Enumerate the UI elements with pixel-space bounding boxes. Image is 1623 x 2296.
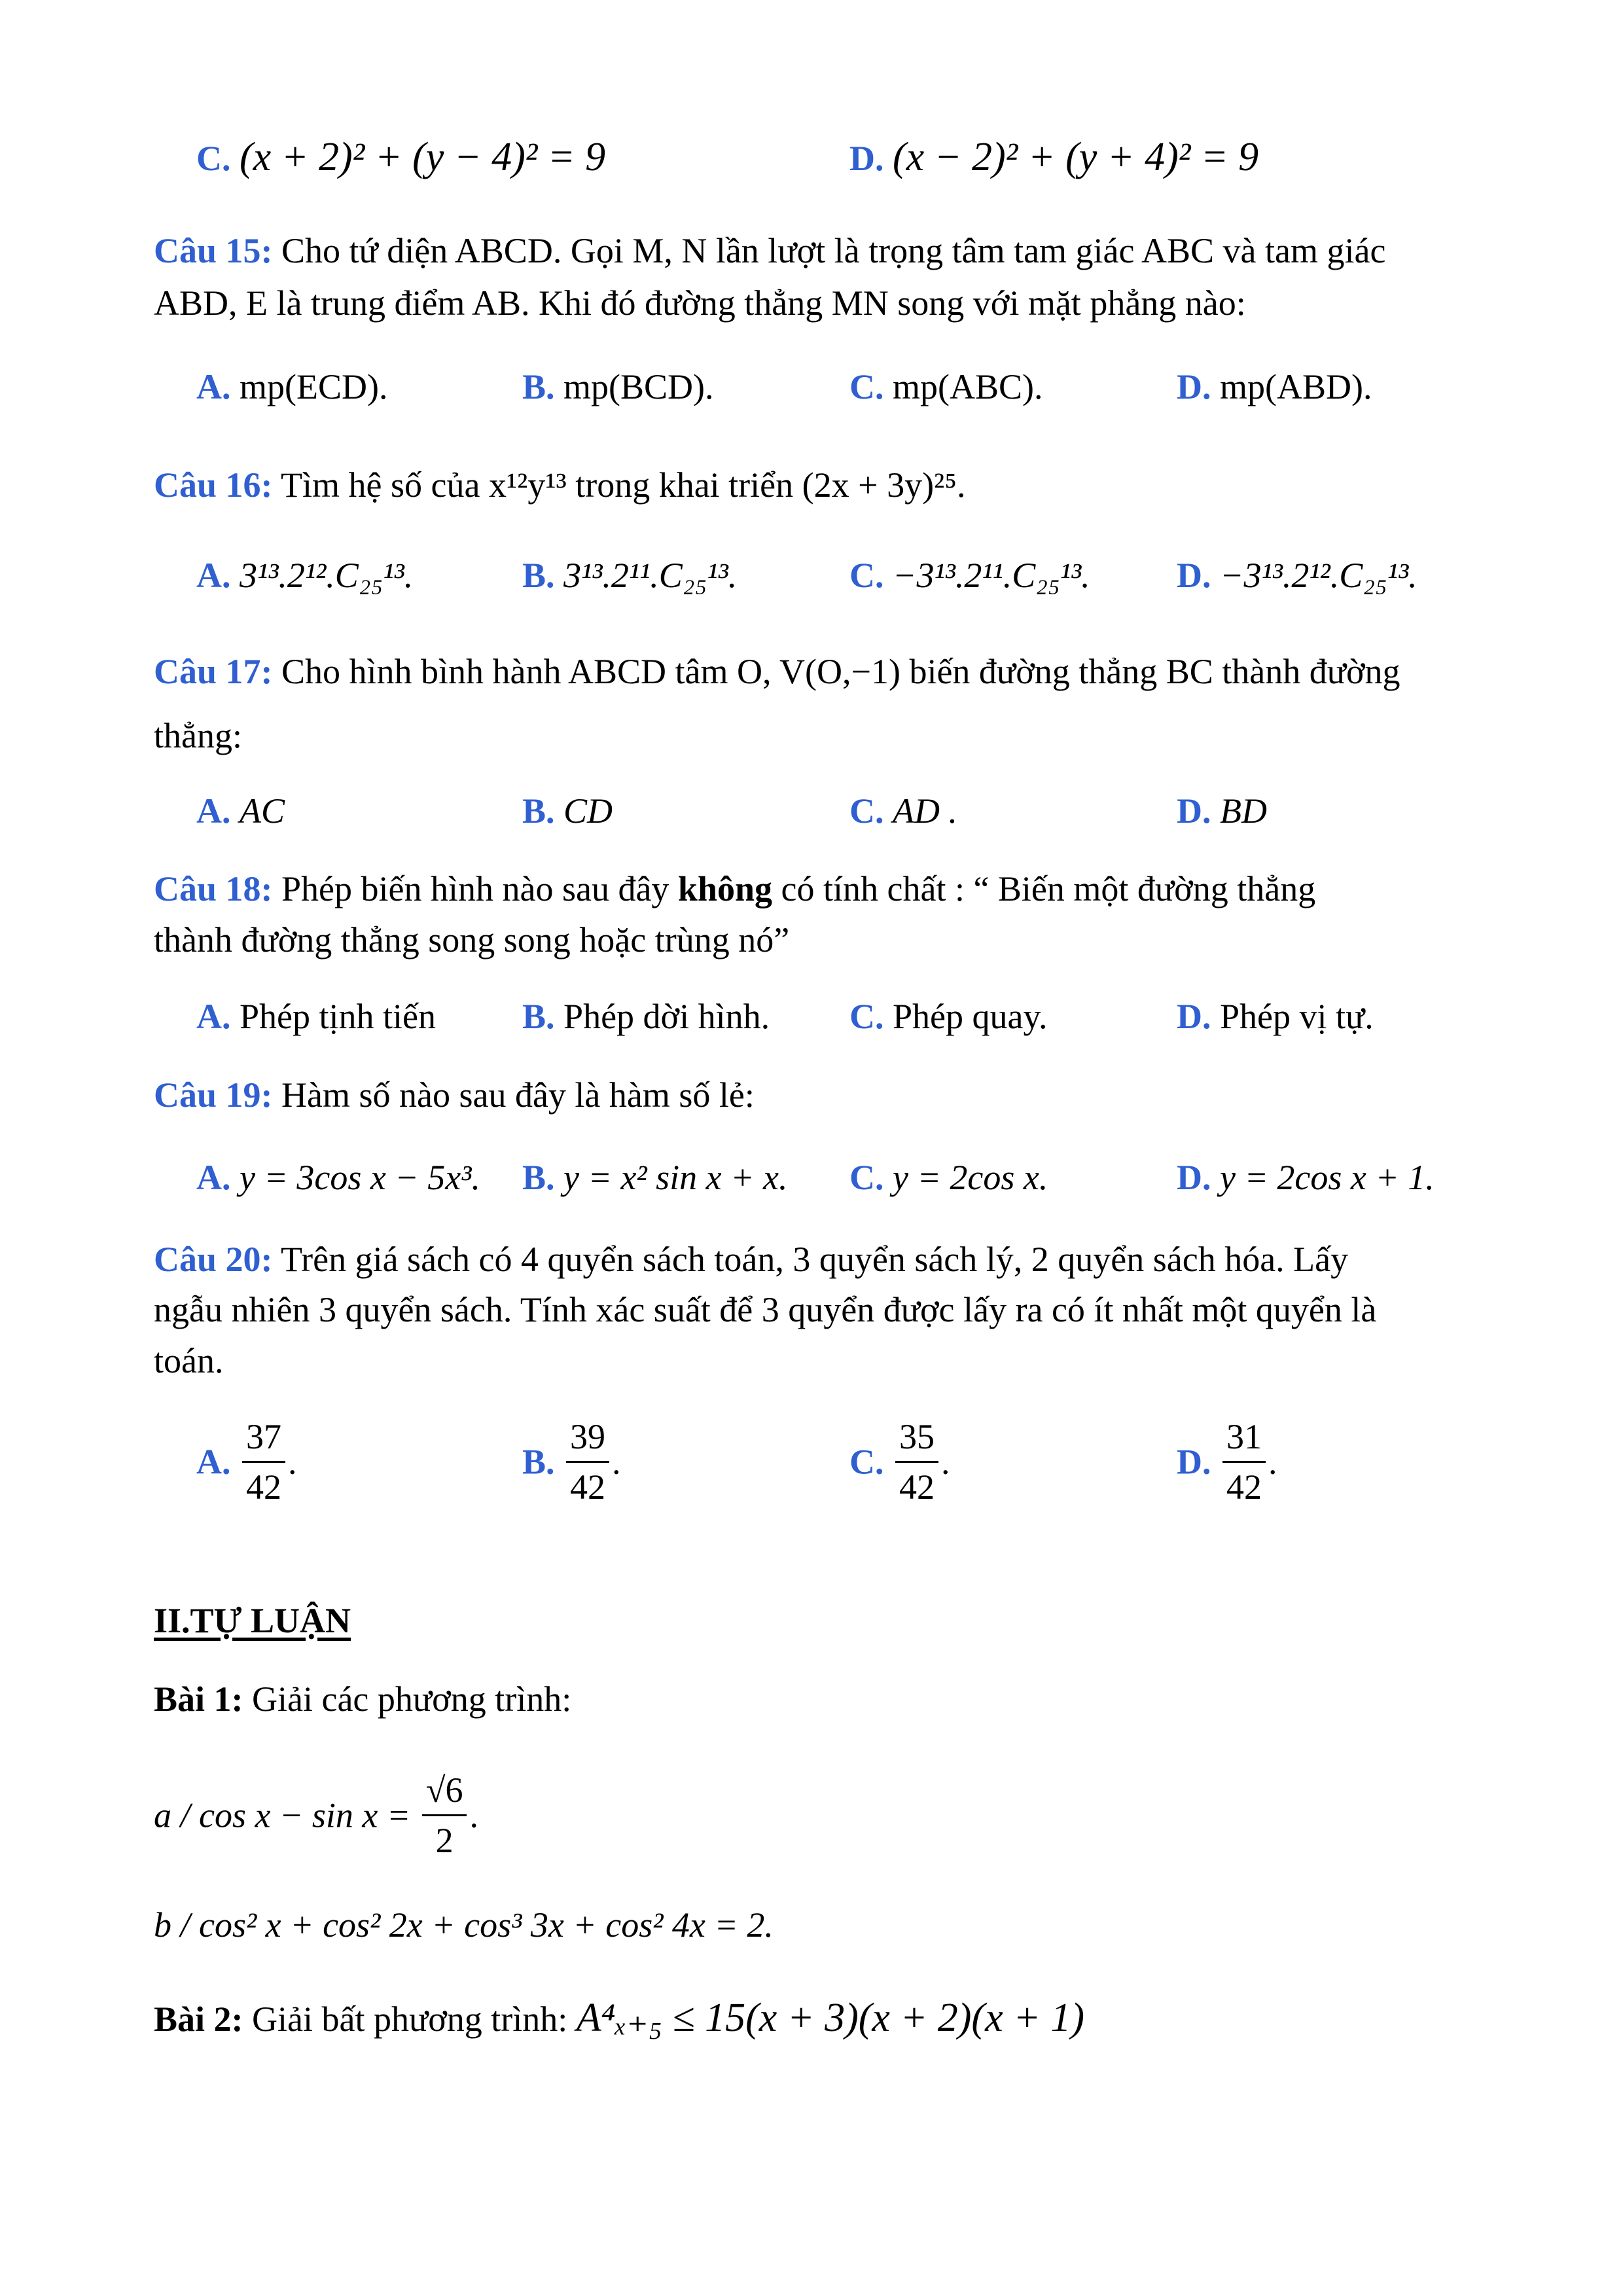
q15-option-c-text: mp(ABC). xyxy=(893,367,1043,406)
q19-option-d-text: y = 2cos x + 1. xyxy=(1220,1158,1435,1197)
q14-option-c-text: (x + 2)² + (y − 4)² = 9 xyxy=(240,135,606,179)
q18-option-a xyxy=(196,996,436,1037)
q20-option-d: D. $\frac{31}{42}$ . xyxy=(1177,1414,1277,1510)
q15-option-c-label: C. xyxy=(849,367,884,406)
q18-text-c: có tính chất : “ Biến một đường thẳng xyxy=(781,869,1316,908)
bai2-line xyxy=(154,1993,1084,2041)
q16-line xyxy=(154,465,966,505)
q19-option-d xyxy=(1177,1157,1435,1198)
q15-option-c xyxy=(849,367,1043,407)
q17-option-b-label: B. xyxy=(522,791,555,831)
bai1-a-fraction xyxy=(422,1767,467,1863)
q18-option-c-label: C. xyxy=(849,997,884,1036)
q19-option-b xyxy=(522,1157,788,1198)
q15-option-b xyxy=(522,367,714,407)
q18-text-bold: không xyxy=(677,869,773,908)
q18-option-b xyxy=(522,996,770,1037)
q15-option-b-label: B. xyxy=(522,367,555,406)
q18-line1 xyxy=(154,869,1315,909)
q18-option-a-label: A. xyxy=(196,997,231,1036)
q15-option-b-text: mp(BCD). xyxy=(563,367,714,406)
q15-option-d-label: D. xyxy=(1177,367,1211,406)
q18-option-c xyxy=(849,996,1047,1037)
q20-line2: ngẫu nhiên 3 quyển sách. Tính xác suất để 3 quyển được lấy ra có ít nhất một quyển là xyxy=(154,1290,1377,1329)
q17-option-d-text: BD xyxy=(1220,791,1267,831)
q19-text: Hàm số nào sau đây là hàm số lẻ: xyxy=(281,1075,755,1115)
q20-option-c-denominator: 42 xyxy=(899,1467,935,1507)
q18-line2: thành đường thẳng song song hoặc trùng nó” xyxy=(154,920,790,960)
q20-option-a-denominator: 42 xyxy=(246,1467,281,1507)
q15-line1 xyxy=(154,230,1385,271)
q17-option-d xyxy=(1177,791,1267,831)
q20-text-line1: Trên giá sách có 4 quyển sách toán, 3 quyển sách lý, 2 quyển sách hóa. Lấy xyxy=(281,1240,1349,1279)
q16-option-b-label: B. xyxy=(522,556,555,595)
q20-option-b: B. $\frac{39}{42}$ . xyxy=(522,1414,621,1510)
section-title: II.TỰ LUẬN xyxy=(154,1601,351,1640)
q20-option-d-fraction xyxy=(1222,1414,1266,1510)
q20-option-c-fraction xyxy=(895,1414,938,1510)
q17-label: Câu 17: xyxy=(154,652,273,691)
q20-option-b-fraction xyxy=(566,1414,609,1510)
bai1-label: Bài 1: xyxy=(154,1679,243,1719)
q20-option-d-label: D. xyxy=(1177,1442,1211,1482)
q20-label: Câu 20: xyxy=(154,1240,273,1279)
q18-option-a-text: Phép tịnh tiến xyxy=(240,997,436,1036)
q20-option-b-numerator: 39 xyxy=(566,1414,609,1463)
q18-label: Câu 18: xyxy=(154,869,273,908)
q16-option-d-label: D. xyxy=(1177,556,1211,595)
q14-option-d xyxy=(849,134,1258,181)
q20-option-c-numerator: 35 xyxy=(895,1414,938,1463)
q14-option-c xyxy=(196,134,605,181)
q20-option-c: C. $\frac{35}{42}$ . xyxy=(849,1414,950,1510)
q14-option-d-text: (x − 2)² + (y + 4)² = 9 xyxy=(893,135,1259,179)
q19-option-a-label: A. xyxy=(196,1158,231,1197)
q17-option-a-text: AC xyxy=(240,791,285,831)
q19-option-a xyxy=(196,1157,480,1198)
q20-option-c-label: C. xyxy=(849,1442,884,1482)
q19-option-c-label: C. xyxy=(849,1158,884,1197)
q18-option-b-label: B. xyxy=(522,997,555,1036)
q19-option-c xyxy=(849,1157,1048,1198)
q19-option-d-label: D. xyxy=(1177,1158,1211,1197)
q17-option-a-label: A. xyxy=(196,791,231,831)
q16-text: Tìm hệ số của x¹²y¹³ trong khai triển (2x + 3y)²⁵. xyxy=(281,465,966,505)
q20-option-a-label: A. xyxy=(196,1442,231,1482)
q18-option-d-label: D. xyxy=(1177,997,1211,1036)
q15-option-d xyxy=(1177,367,1372,407)
q16-option-a xyxy=(196,555,413,596)
q16-label: Câu 16: xyxy=(154,465,273,505)
q20-option-d-numerator: 31 xyxy=(1222,1414,1266,1463)
q19-label: Câu 19: xyxy=(154,1075,273,1115)
q17-line2: thẳng: xyxy=(154,716,242,755)
bai1-a-denominator: 2 xyxy=(435,1821,454,1860)
bai2-text: Giải bất phương trình: xyxy=(252,2000,568,2039)
q19-option-c-text: y = 2cos x. xyxy=(893,1158,1048,1197)
q15-line2: ABD, E là trung điểm AB. Khi đó đường thẳng MN song với mặt phẳng nào: xyxy=(154,283,1246,323)
q17-text-line1: Cho hình bình hành ABCD tâm O, V(O,−1) biến đường thẳng BC thành đường xyxy=(281,652,1400,691)
q16-option-a-label: A. xyxy=(196,556,231,595)
q14-option-c-label: C. xyxy=(196,139,231,178)
bai1-a-prefix: a / cos x − sin x = xyxy=(154,1795,411,1835)
q17-option-b xyxy=(522,791,613,831)
q16-option-d xyxy=(1177,555,1418,596)
q16-option-b xyxy=(522,555,737,596)
q16-option-c-label: C. xyxy=(849,556,884,595)
bai1-part-a: a / cos x − sin x = $\frac{√6}{2}$ . xyxy=(154,1767,478,1863)
q20-option-b-label: B. xyxy=(522,1442,555,1482)
q18-option-c-text: Phép quay. xyxy=(893,997,1048,1036)
q17-option-c xyxy=(849,791,957,831)
q20-line3: toán. xyxy=(154,1341,224,1380)
q15-option-a-label: A. xyxy=(196,367,231,406)
q18-option-d-text: Phép vị tự. xyxy=(1220,997,1374,1036)
q14-option-d-label: D. xyxy=(849,139,884,178)
q17-option-c-text: AD . xyxy=(893,791,957,831)
q15-option-a xyxy=(196,367,387,407)
q16-option-b-text: 3¹³.2¹¹.C₂₅¹³. xyxy=(563,556,738,595)
q17-option-b-text: CD xyxy=(563,791,613,831)
q19-option-b-text: y = x² sin x + x. xyxy=(563,1158,788,1197)
q18-option-b-text: Phép dời hình. xyxy=(563,997,770,1036)
q15-label: Câu 15: xyxy=(154,231,273,270)
q17-option-a xyxy=(196,791,285,831)
q20-option-b-denominator: 42 xyxy=(570,1467,606,1507)
q17-option-c-label: C. xyxy=(849,791,884,831)
q19-line xyxy=(154,1075,755,1115)
q17-option-d-label: D. xyxy=(1177,791,1211,831)
q19-option-a-text: y = 3cos x − 5x³. xyxy=(240,1158,480,1197)
q16-option-d-text: −3¹³.2¹².C₂₅¹³. xyxy=(1220,556,1418,595)
q15-text-line1: Cho tứ diện ABCD. Gọi M, N lần lượt là trọng tâm tam giác ABC và tam giác xyxy=(281,231,1386,270)
q16-option-c-text: −3¹³.2¹¹.C₂₅¹³. xyxy=(893,556,1090,595)
bai1-a-numerator: √6 xyxy=(422,1767,467,1816)
q18-option-d xyxy=(1177,996,1374,1037)
q20-line1 xyxy=(154,1239,1348,1280)
q15-option-a-text: mp(ECD). xyxy=(240,367,388,406)
bai1-line xyxy=(154,1679,571,1719)
q19-option-b-label: B. xyxy=(522,1158,555,1197)
bai2-expression: A⁴ₓ₊₅ ≤ 15(x + 3)(x + 2)(x + 1) xyxy=(576,1996,1085,2040)
q17-line1 xyxy=(154,651,1400,692)
q18-text-a: Phép biến hình nào sau đây xyxy=(281,869,669,908)
q20-option-a: A. $\frac{37}{42}$ . xyxy=(196,1414,297,1510)
bai2-label: Bài 2: xyxy=(154,2000,243,2039)
bai1-part-b: b / cos² x + cos² 2x + cos³ 3x + cos² 4x = 2. xyxy=(154,1905,774,1945)
q16-option-a-text: 3¹³.2¹².C₂₅¹³. xyxy=(240,556,414,595)
q20-option-a-numerator: 37 xyxy=(242,1414,285,1463)
q15-option-d-text: mp(ABD). xyxy=(1220,367,1372,406)
q20-option-d-denominator: 42 xyxy=(1226,1467,1262,1507)
bai1-text: Giải các phương trình: xyxy=(252,1679,572,1719)
q20-option-a-fraction xyxy=(242,1414,285,1510)
q16-option-c xyxy=(849,555,1090,596)
